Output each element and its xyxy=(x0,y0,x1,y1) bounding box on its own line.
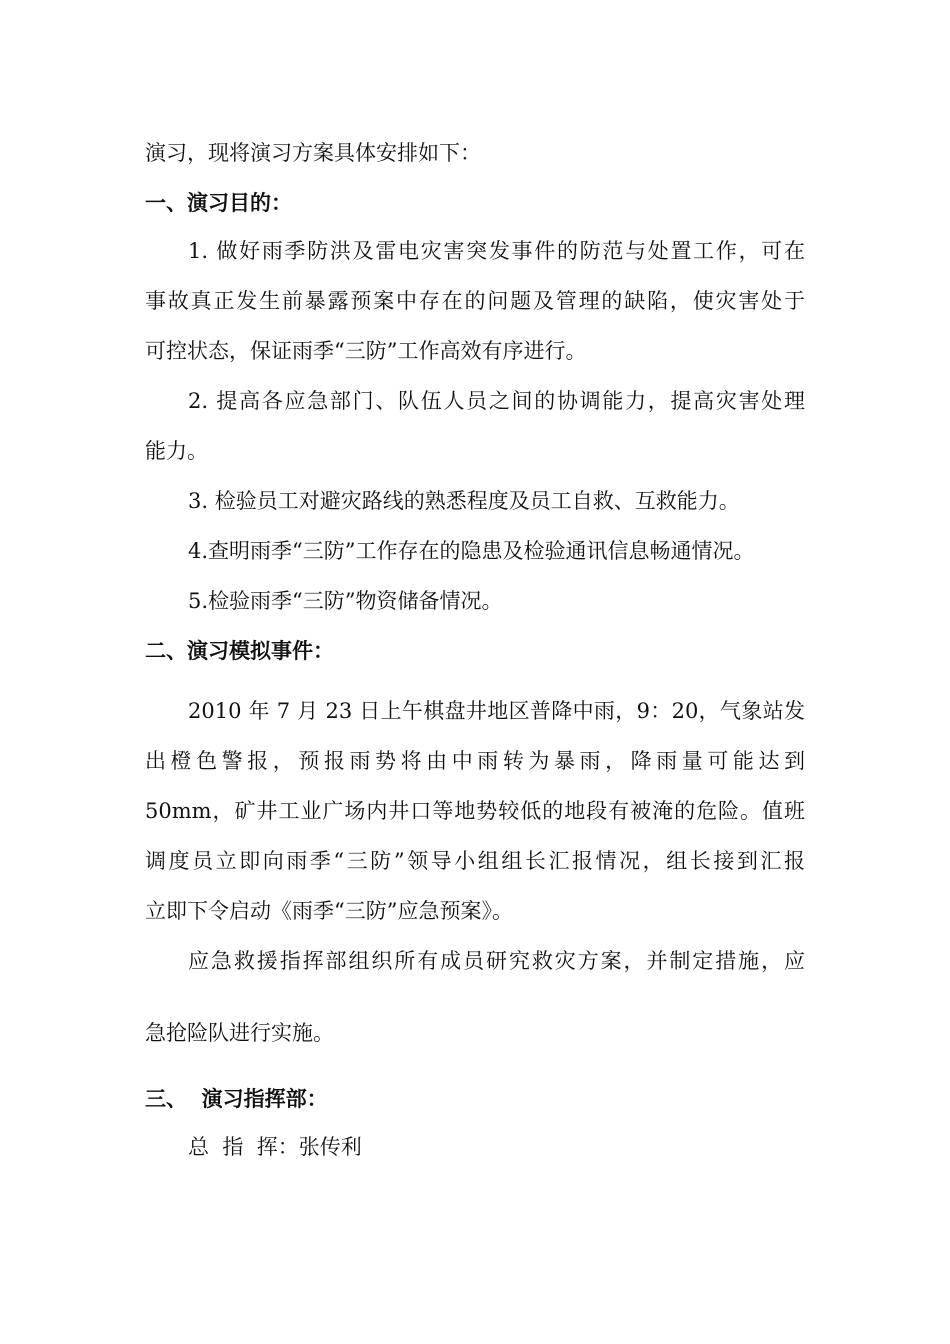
purpose-item-1-line-3: 可控状态，保证雨季“三防”工作高效有序进行。 xyxy=(145,339,587,363)
event-paragraph-line-1: 2010 年 7 月 23 日上午棋盘井地区普降中雨，9：20，气象站发 xyxy=(188,699,805,723)
purpose-item-4: 4.查明雨季“三防”工作存在的隐患及检验通讯信息畅通情况。 xyxy=(188,539,755,563)
purpose-item-1-line-2: 事故真正发生前暴露预案中存在的问题及管理的缺陷，使灾害处于 xyxy=(145,289,805,313)
purpose-item-2-line-1: 2. 提高各应急部门、队伍人员之间的协调能力，提高灾害处理 xyxy=(188,389,805,413)
rescue-paragraph-line-1: 应急救援指挥部组织所有成员研究救灾方案，并制定措施，应 xyxy=(188,949,805,973)
event-paragraph-line-3: 50mm，矿井工业广场内井口等地势较低的地段有被淹的危险。值班 xyxy=(145,799,805,823)
section-heading-command-center: 三、 演习指挥部： xyxy=(145,1086,328,1111)
purpose-item-1-line-1: 1. 做好雨季防洪及雷电灾害突发事件的防范与处置工作，可在 xyxy=(188,239,805,263)
paragraph-intro-line: 演习，现将演习方案具体安排如下： xyxy=(145,141,481,165)
section-heading-purpose: 一、演习目的： xyxy=(145,190,292,215)
purpose-item-3: 3. 检验员工对避灾路线的熟悉程度及员工自救、互救能力。 xyxy=(188,489,740,513)
purpose-item-2-line-2: 能力。 xyxy=(145,439,208,463)
rescue-paragraph-line-2: 急抢险队进行实施。 xyxy=(145,1021,334,1045)
event-paragraph-line-4: 调度员立即向雨季“三防”领导小组组长汇报情况，组长接到汇报 xyxy=(145,849,805,873)
purpose-item-5: 5.检验雨季“三防”物资储备情况。 xyxy=(188,589,503,613)
section-heading-simulated-event: 二、演习模拟事件： xyxy=(145,638,334,663)
commander-in-chief-line: 总 指 挥：张传利 xyxy=(188,1135,362,1159)
event-paragraph-line-2: 出橙色警报，预报雨势将由中雨转为暴雨，降雨量可能达到 xyxy=(145,749,805,773)
event-paragraph-line-5: 立即下令启动《雨季“三防”应急预案》。 xyxy=(145,899,513,923)
